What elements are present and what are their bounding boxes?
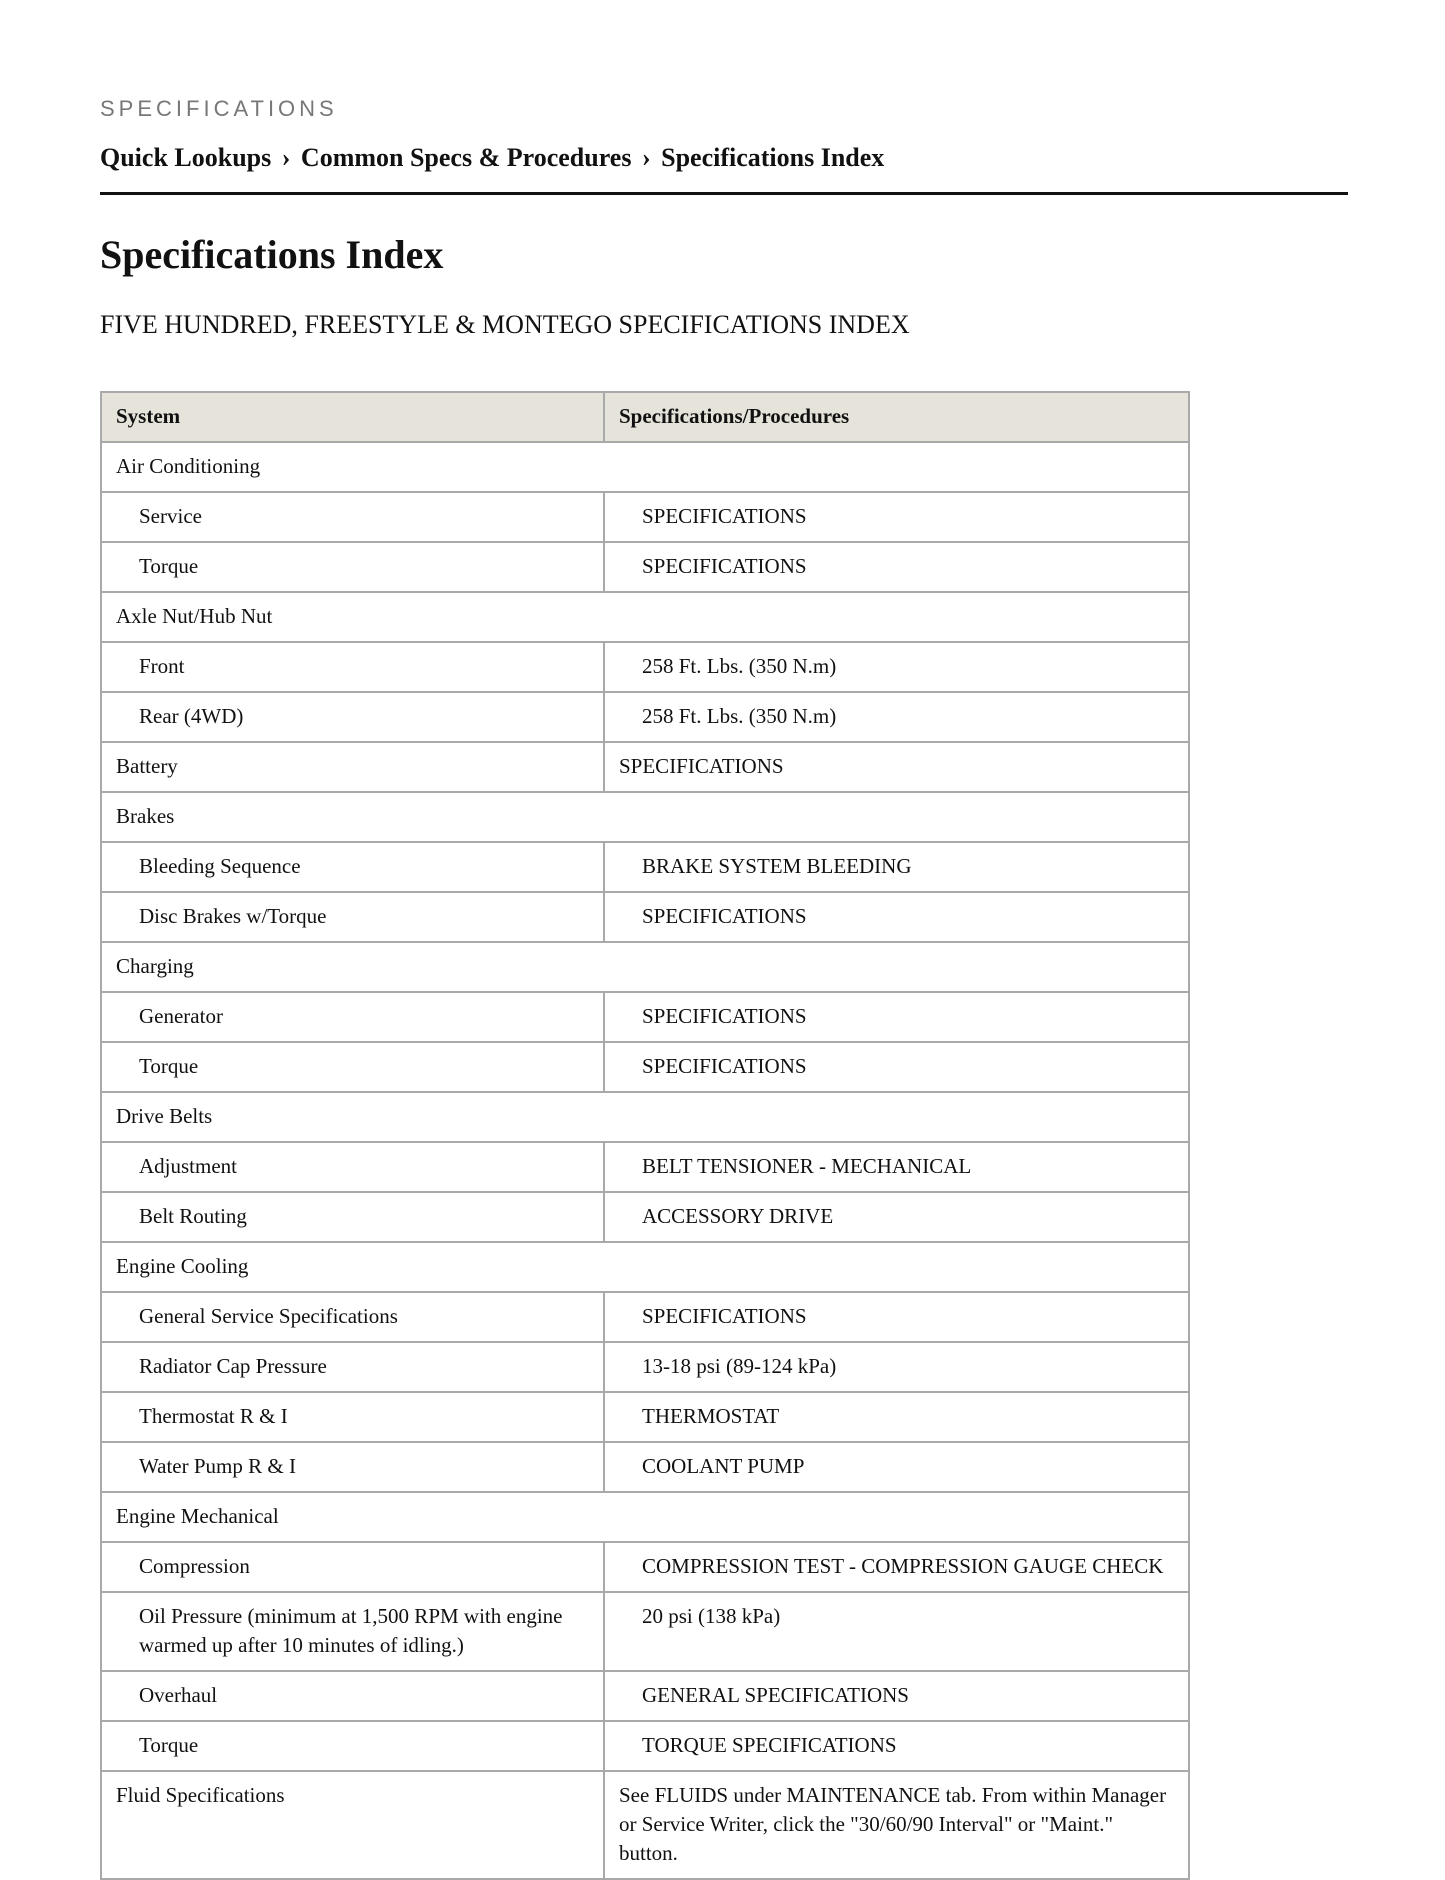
table-row xyxy=(101,992,1189,1042)
system-group-cell: Engine Mechanical xyxy=(101,1492,1189,1542)
spec-cell: 13-18 psi (89-124 kPa) xyxy=(604,1342,1189,1392)
table-row xyxy=(101,892,1189,942)
spec-cell[interactable]: SPECIFICATIONS xyxy=(604,992,1189,1042)
system-cell: Bleeding Sequence xyxy=(101,842,604,892)
breadcrumb-separator: › xyxy=(641,143,651,172)
table-row xyxy=(101,592,1189,642)
spec-cell[interactable]: SPECIFICATIONS xyxy=(604,742,1189,792)
spec-cell[interactable]: SPECIFICATIONS xyxy=(604,542,1189,592)
table-row xyxy=(101,742,1189,792)
system-cell: Radiator Cap Pressure xyxy=(101,1342,604,1392)
table-row xyxy=(101,1242,1189,1292)
table-row xyxy=(101,1542,1189,1592)
system-group-cell: Charging xyxy=(101,942,1189,992)
page-subtitle: FIVE HUNDRED, FREESTYLE & MONTEGO SPECIFICATIONS INDEX xyxy=(100,310,910,339)
spec-cell[interactable]: BRAKE SYSTEM BLEEDING xyxy=(604,842,1189,892)
system-cell: Rear (4WD) xyxy=(101,692,604,742)
spec-cell[interactable]: BELT TENSIONER - MECHANICAL xyxy=(604,1142,1189,1192)
breadcrumb-specifications-index: Specifications Index xyxy=(661,143,885,172)
system-cell: Torque xyxy=(101,542,604,592)
system-group-cell: Engine Cooling xyxy=(101,1242,1189,1292)
system-cell: Service xyxy=(101,492,604,542)
section-eyebrow: SPECIFICATIONS xyxy=(100,96,338,121)
table-row xyxy=(101,1442,1189,1492)
table-row xyxy=(101,492,1189,542)
system-cell: Water Pump R & I xyxy=(101,1442,604,1492)
column-header-system: System xyxy=(101,392,604,442)
table-row xyxy=(101,1342,1189,1392)
table-header-row xyxy=(101,392,1189,442)
spec-cell[interactable]: GENERAL SPECIFICATIONS xyxy=(604,1671,1189,1721)
spec-cell[interactable]: SPECIFICATIONS xyxy=(604,892,1189,942)
table-body xyxy=(101,442,1189,1879)
system-cell: Compression xyxy=(101,1542,604,1592)
breadcrumb-separator: › xyxy=(281,143,291,172)
table-row xyxy=(101,642,1189,692)
spec-cell[interactable]: SPECIFICATIONS xyxy=(604,492,1189,542)
spec-cell[interactable]: SPECIFICATIONS xyxy=(604,1042,1189,1092)
system-cell: Fluid Specifications xyxy=(101,1771,604,1879)
table-row xyxy=(101,942,1189,992)
system-cell: General Service Specifications xyxy=(101,1292,604,1342)
column-header-spec: Specifications/Procedures xyxy=(604,392,1189,442)
table-row xyxy=(101,1671,1189,1721)
system-cell: Oil Pressure (minimum at 1,500 RPM with engine warmed up after 10 minutes of idling.) xyxy=(101,1592,604,1671)
spec-cell: 20 psi (138 kPa) xyxy=(604,1592,1189,1671)
system-group-cell: Brakes xyxy=(101,792,1189,842)
system-cell: Belt Routing xyxy=(101,1192,604,1242)
system-cell: Torque xyxy=(101,1042,604,1092)
system-cell: Disc Brakes w/Torque xyxy=(101,892,604,942)
system-cell: Generator xyxy=(101,992,604,1042)
system-cell: Front xyxy=(101,642,604,692)
table-row xyxy=(101,1771,1189,1879)
table-row xyxy=(101,1721,1189,1771)
table-row xyxy=(101,1292,1189,1342)
spec-cell: 258 Ft. Lbs. (350 N.m) xyxy=(604,692,1189,742)
table-row xyxy=(101,792,1189,842)
table-row xyxy=(101,1592,1189,1671)
system-cell: Overhaul xyxy=(101,1671,604,1721)
breadcrumb-common-specs[interactable]: Common Specs & Procedures xyxy=(300,143,632,172)
breadcrumb xyxy=(100,142,1348,195)
system-cell: Thermostat R & I xyxy=(101,1392,604,1442)
system-group-cell: Axle Nut/Hub Nut xyxy=(101,592,1189,642)
spec-cell[interactable]: COOLANT PUMP xyxy=(604,1442,1189,1492)
table-row xyxy=(101,542,1189,592)
spec-cell[interactable]: TORQUE SPECIFICATIONS xyxy=(604,1721,1189,1771)
table-row xyxy=(101,1042,1189,1092)
table-row xyxy=(101,1142,1189,1192)
spec-cell[interactable]: THERMOSTAT xyxy=(604,1392,1189,1442)
table-row xyxy=(101,842,1189,892)
spec-cell: 258 Ft. Lbs. (350 N.m) xyxy=(604,642,1189,692)
spec-cell: See FLUIDS under MAINTENANCE tab. From within Manager or Service Writer, click the "30/60/90 Interval" or "Maint." button. xyxy=(604,1771,1189,1879)
system-cell: Battery xyxy=(101,742,604,792)
breadcrumb-quick-lookups[interactable]: Quick Lookups xyxy=(100,143,272,172)
spec-cell[interactable]: ACCESSORY DRIVE xyxy=(604,1192,1189,1242)
system-group-cell: Drive Belts xyxy=(101,1092,1189,1142)
spec-cell[interactable]: COMPRESSION TEST - COMPRESSION GAUGE CHECK xyxy=(604,1542,1189,1592)
table-row xyxy=(101,1092,1189,1142)
table-row xyxy=(101,1492,1189,1542)
system-cell: Adjustment xyxy=(101,1142,604,1192)
table-row xyxy=(101,442,1189,492)
system-cell: Torque xyxy=(101,1721,604,1771)
table-row xyxy=(101,1192,1189,1242)
table-row xyxy=(101,1392,1189,1442)
system-group-cell: Air Conditioning xyxy=(101,442,1189,492)
page-title: Specifications Index xyxy=(100,232,444,277)
spec-cell[interactable]: SPECIFICATIONS xyxy=(604,1292,1189,1342)
specifications-table xyxy=(100,391,1190,1880)
table-row xyxy=(101,692,1189,742)
